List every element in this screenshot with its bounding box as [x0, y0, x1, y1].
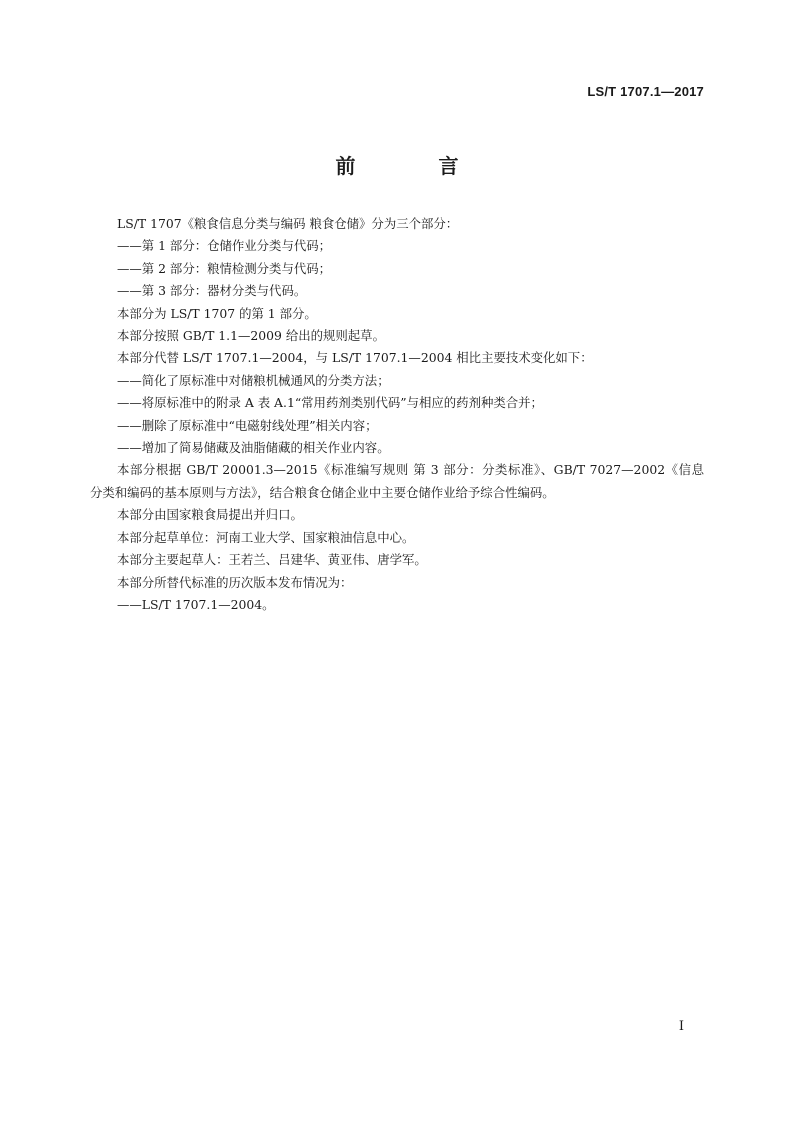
list-item-change1: ——简化了原标准中对储粮机械通风的分类方法； [117, 372, 390, 388]
paragraph-drafting-units: 本部分起草单位：河南工业大学、国家粮油信息中心。 [117, 529, 415, 545]
paragraph-history: 本部分所替代标准的历次版本发布情况为： [117, 574, 353, 590]
page-title: 前 言 [335, 154, 497, 178]
paragraph-basis-line2: 分类和编码的基本原则与方法》，结合粮食仓储企业中主要仓储作业给予综合性编码。 [90, 484, 555, 500]
list-item-change4: ——增加了简易储藏及油脂储藏的相关作业内容。 [117, 440, 390, 456]
paragraph-scope: 本部分为 LS/T 1707 的第 1 部分。 [117, 305, 317, 321]
paragraph-drafters: 本部分主要起草人：王若兰、吕建华、黄亚伟、唐学军。 [117, 552, 427, 568]
list-item-part2: ——第 2 部分：粮情检测分类与代码； [117, 260, 332, 276]
list-item-part1: ——第 1 部分：仓储作业分类与代码； [117, 238, 332, 254]
paragraph-basis-line1: 本部分根据 GB/T 20001.3—2015《标准编写规则 第 3 部分：分类标准》、GB/T 7027—2002《信息 [117, 462, 704, 478]
paragraph-replaces: 本部分代替 LS/T 1707.1—2004，与 LS/T 1707.1—2004 相比主要技术变化如下： [117, 350, 593, 366]
paragraph-proposer: 本部分由国家粮食局提出并归口。 [117, 507, 303, 523]
page-number: I [678, 1019, 684, 1034]
list-item-change2: ——将原标准中的附录 A 表 A.1“常用药剂类别代码”与相应的药剂种类合并； [117, 395, 543, 411]
paragraph-drafting-rules: 本部分按照 GB/T 1.1—2009 给出的规则起草。 [117, 328, 385, 344]
list-item-part3: ——第 3 部分：器材分类与代码。 [117, 283, 307, 299]
list-item-history1: ——LS/T 1707.1—2004。 [117, 596, 275, 612]
standard-code: LS/T 1707.1—2017 [587, 84, 704, 99]
list-item-change3: ——删除了原标准中“电磁射线处理”相关内容； [117, 417, 378, 433]
paragraph-intro: LS/T 1707《粮食信息分类与编码 粮食仓储》分为三个部分： [117, 216, 459, 231]
document-body [90, 213, 704, 616]
